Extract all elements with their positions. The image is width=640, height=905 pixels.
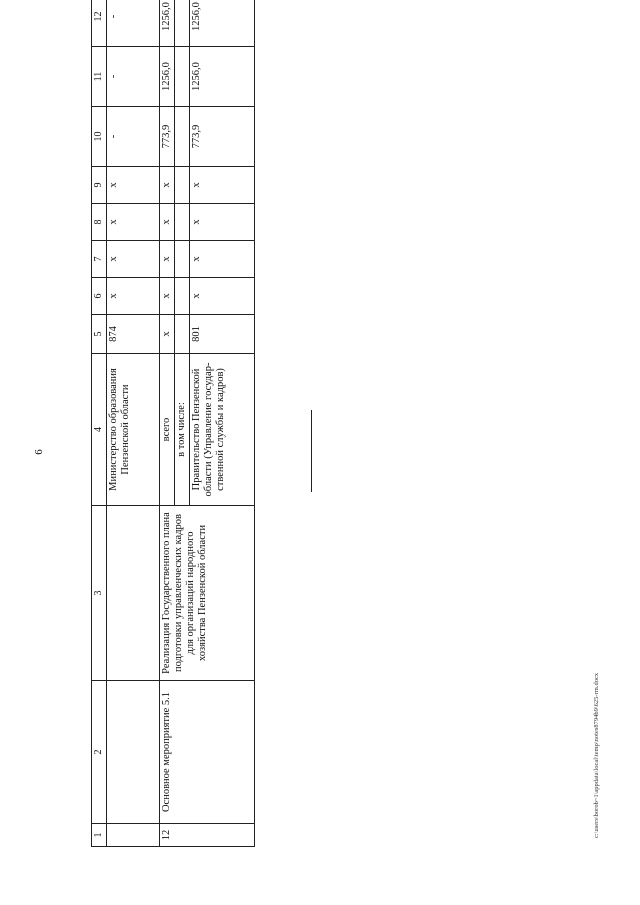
value-cell: 773,9: [160, 107, 175, 167]
header-cell: 1: [92, 824, 107, 847]
measure-description-cell: Реализация Государственного плана подготовки управленческих кадров для организаций народного хозяйства Пензенской области: [160, 506, 255, 681]
measure-name-cell: Основное мероприятие 5.1: [160, 681, 255, 824]
header-cell: 6: [92, 278, 107, 315]
value-cell: -: [107, 47, 160, 107]
header-cell: 11: [92, 47, 107, 107]
value-cell: х: [160, 167, 175, 204]
footer-file-path: c:\users\borob~1\appdata\local\temp\notes8794b9\625-rm.docx: [593, 672, 600, 838]
value-cell: х: [190, 278, 255, 315]
header-cell: 7: [92, 241, 107, 278]
value-cell: х: [107, 204, 160, 241]
value-cell: 1256,0: [190, 0, 255, 47]
value-cell: 1256,0: [160, 0, 175, 47]
budget-table-rotated: [91, 2, 246, 847]
header-cell: 12: [92, 0, 107, 47]
value-cell: х: [107, 241, 160, 278]
executor-cell: Министерство образования Пензенской области: [107, 354, 160, 506]
value-cell: 1256,0: [160, 47, 175, 107]
value-cell: х: [160, 278, 175, 315]
row-number-cell: 12: [160, 824, 255, 847]
value-cell: х: [190, 204, 255, 241]
value-cell: -: [107, 0, 160, 47]
value-cell: х: [160, 241, 175, 278]
code-cell: 801: [190, 315, 255, 354]
empty-cell: [175, 315, 190, 354]
value-cell: х: [107, 278, 160, 315]
executor-cell: в том числе:: [175, 354, 190, 506]
empty-cell: [107, 681, 160, 824]
header-cell: 9: [92, 167, 107, 204]
empty-cell: [175, 241, 190, 278]
table-header-row: [92, 0, 107, 847]
empty-cell: [175, 47, 190, 107]
header-cell: 3: [92, 506, 107, 681]
header-cell: 5: [92, 315, 107, 354]
empty-cell: [175, 204, 190, 241]
value-cell: -: [107, 107, 160, 167]
header-cell: 8: [92, 204, 107, 241]
empty-cell: [175, 0, 190, 47]
value-cell: х: [190, 167, 255, 204]
code-cell: 874: [107, 315, 160, 354]
empty-cell: [175, 167, 190, 204]
code-cell: х: [160, 315, 175, 354]
value-cell: 773,9: [190, 107, 255, 167]
header-cell: 10: [92, 107, 107, 167]
page-number: 6: [32, 449, 45, 455]
header-cell: 2: [92, 681, 107, 824]
table-row: [107, 0, 160, 847]
value-cell: 1256,0: [190, 47, 255, 107]
empty-cell: [175, 107, 190, 167]
executor-cell: всего: [160, 354, 175, 506]
separator-line: [311, 410, 312, 492]
value-cell: х: [190, 241, 255, 278]
empty-cell: [175, 278, 190, 315]
row-number-cell: [107, 824, 160, 847]
header-cell: 4: [92, 354, 107, 506]
table-row: [160, 0, 175, 847]
value-cell: х: [107, 167, 160, 204]
value-cell: х: [160, 204, 175, 241]
executor-cell: Правительство Пензенской области (Управление государ-ственной службы и кадров): [190, 354, 255, 506]
empty-cell: [107, 506, 160, 681]
budget-table: [91, 0, 255, 847]
